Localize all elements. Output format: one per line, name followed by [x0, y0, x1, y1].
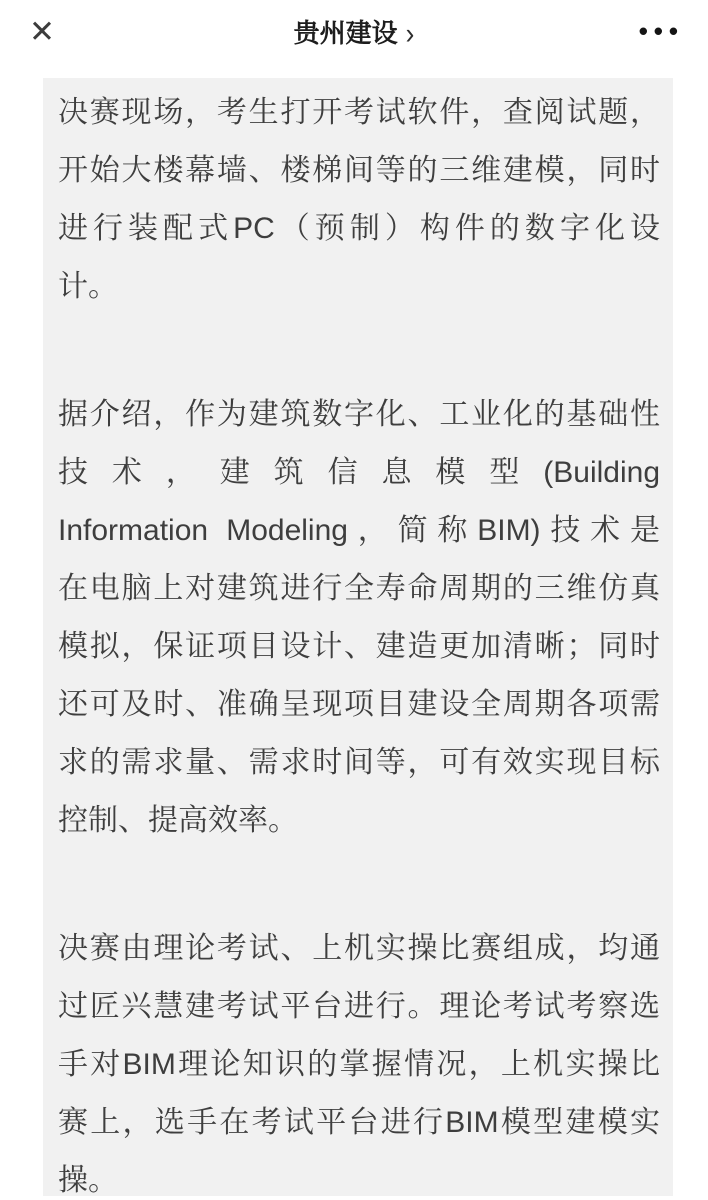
account-title-link[interactable] [0, 16, 708, 50]
text-line: 还可及时、准确呈现项目建设全周期各项需 [58, 688, 660, 721]
paragraph-1 [58, 84, 660, 316]
top-navbar [0, 0, 708, 78]
page-title: 贵州建设 [293, 18, 398, 48]
text-line: 操。 [58, 1164, 118, 1196]
text-line: 模拟，保证项目设计、建造更加清晰；同时 [58, 630, 660, 663]
text-line: 技术，建筑信息模型(Building [58, 456, 660, 489]
text-line: 决赛现场，考生打开考试软件，查阅试题， [58, 96, 660, 129]
text-line: 决赛由理论考试、上机实操比赛组成，均通 [58, 932, 660, 965]
chevron-right-icon: › [405, 15, 415, 51]
text-line: 开始大楼幕墙、楼梯间等的三维建模，同时 [58, 154, 660, 187]
text-line: 据介绍，作为建筑数字化、工业化的基础性 [58, 398, 660, 431]
text-line: 在电脑上对建筑进行全寿命周期的三维仿真 [58, 572, 660, 605]
text-line: 求的需求量、需求时间等，可有效实现目标 [58, 746, 660, 779]
article-text-image[interactable] [43, 78, 673, 1196]
more-menu-icon[interactable]: ••• [638, 16, 684, 46]
text-line: Information Modeling，简称BIM)技术是 [58, 514, 660, 547]
text-line: 计。 [58, 270, 118, 303]
text-line: 手对BIM理论知识的掌握情况，上机实操比 [58, 1048, 660, 1081]
close-icon[interactable]: ✕ [29, 14, 55, 49]
text-line: 控制、提高效率。 [58, 804, 298, 837]
text-line: 过匠兴慧建考试平台进行。理论考试考察选 [58, 990, 660, 1023]
text-line: 进行装配式PC（预制）构件的数字化设 [58, 212, 660, 245]
paragraph-2 [58, 386, 660, 850]
paragraph-3 [58, 920, 660, 1196]
text-line: 赛上，选手在考试平台进行BIM模型建模实 [58, 1106, 660, 1139]
